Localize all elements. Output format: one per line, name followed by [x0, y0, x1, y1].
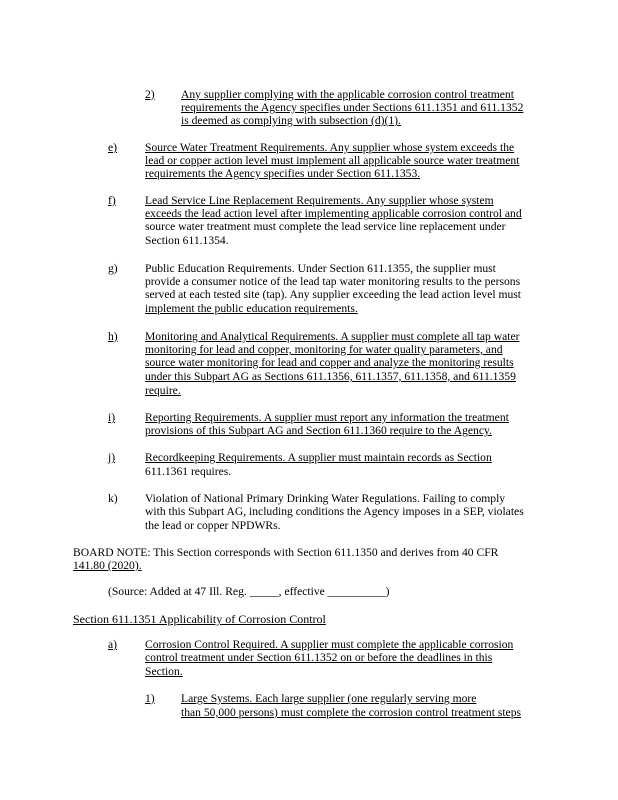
item-text: provisions of this Subpart AG and Section 611.1360 require to the Agency.	[145, 424, 492, 437]
item-text: monitoring for lead and copper, monitoring for water quality parameters, and	[145, 343, 503, 356]
item-text: than 50,000 persons) must complete the corrosion control treatment steps	[181, 706, 522, 719]
section-heading: Section 611.1351 Applicability of Corrosion Control	[73, 612, 326, 626]
item-text: Violation of National Primary Drinking Water Regulations. Failing to comply	[145, 492, 506, 505]
item-text: Monitoring and Analytical Requirements. A supplier must complete all tap water	[145, 330, 520, 343]
item-text: Any supplier complying with the applicable corrosion control treatment	[181, 88, 514, 101]
item-text: lead or copper action level must implement all applicable source water treatment	[145, 154, 520, 167]
item-text: requirements the Agency specifies under Section 611.1353.	[145, 167, 421, 180]
item-label: i)	[108, 411, 116, 424]
item-text: source water monitoring for lead and copper and analyze the monitoring results	[145, 356, 514, 369]
item-text: is deemed as complying with subsection (d)(1).	[181, 114, 401, 127]
item-text: Section.	[145, 665, 183, 678]
source-note: (Source: Added at 47 Ill. Reg. _____, effective __________)	[108, 585, 390, 598]
item-label: j)	[108, 451, 116, 464]
item-label: f)	[108, 194, 116, 207]
item-text: exceeds the lead action level after implementing applicable corrosion control and	[145, 207, 522, 220]
item-text: requirements the Agency specifies under Sections 611.1351 and 611.1352	[181, 101, 524, 114]
item-text: provide a consumer notice of the lead tap water monitoring results to the persons	[145, 275, 521, 288]
item-label: h)	[108, 330, 118, 343]
item-text: the lead or copper NPDWRs.	[145, 519, 281, 532]
item-text: served at each tested site (tap). Any supplier exceeding the lead action level must	[145, 288, 522, 301]
item-text: control treatment under Section 611.1352 on or before the deadlines in this	[145, 651, 493, 664]
item-label: e)	[108, 141, 118, 154]
board-note-line: BOARD NOTE: This Section corresponds with Section 611.1350 and derives from 40 CFR	[73, 546, 499, 559]
item-text: Recordkeeping Requirements. A supplier must maintain records as Section	[145, 451, 492, 464]
item-label: g)	[108, 262, 118, 275]
item-label: k)	[108, 492, 118, 505]
item-text: Reporting Requirements. A supplier must report any information the treatment	[145, 411, 509, 424]
board-note-line: 141.80 (2020).	[73, 559, 142, 572]
item-text: 611.1361 requires.	[145, 465, 232, 478]
item-text: under this Subpart AG as Sections 611.1356, 611.1357, 611.1358, and 611.1359	[145, 370, 516, 383]
item-text: require.	[145, 384, 181, 397]
item-text: Public Education Requirements. Under Section 611.1355, the supplier must	[145, 262, 496, 275]
item-text: Source Water Treatment Requirements. Any supplier whose system exceeds the	[145, 141, 515, 154]
item-text: implement the public education requirements.	[145, 302, 358, 315]
item-text: with this Subpart AG, including conditions the Agency imposes in a SEP, violates	[145, 505, 524, 518]
item-text: Lead Service Line Replacement Requirements. Any supplier whose system	[145, 194, 494, 207]
item-text: Section 611.1354.	[145, 234, 229, 247]
item-text: Corrosion Control Required. A supplier must complete the applicable corrosion	[145, 638, 514, 651]
item-label: 1)	[145, 692, 155, 705]
item-text: source water treatment must complete the lead service line replacement under	[145, 220, 506, 233]
item-label: a)	[108, 638, 118, 651]
item-label: 2)	[145, 88, 155, 101]
item-text: Large Systems. Each large supplier (one regularly serving more	[181, 692, 477, 705]
